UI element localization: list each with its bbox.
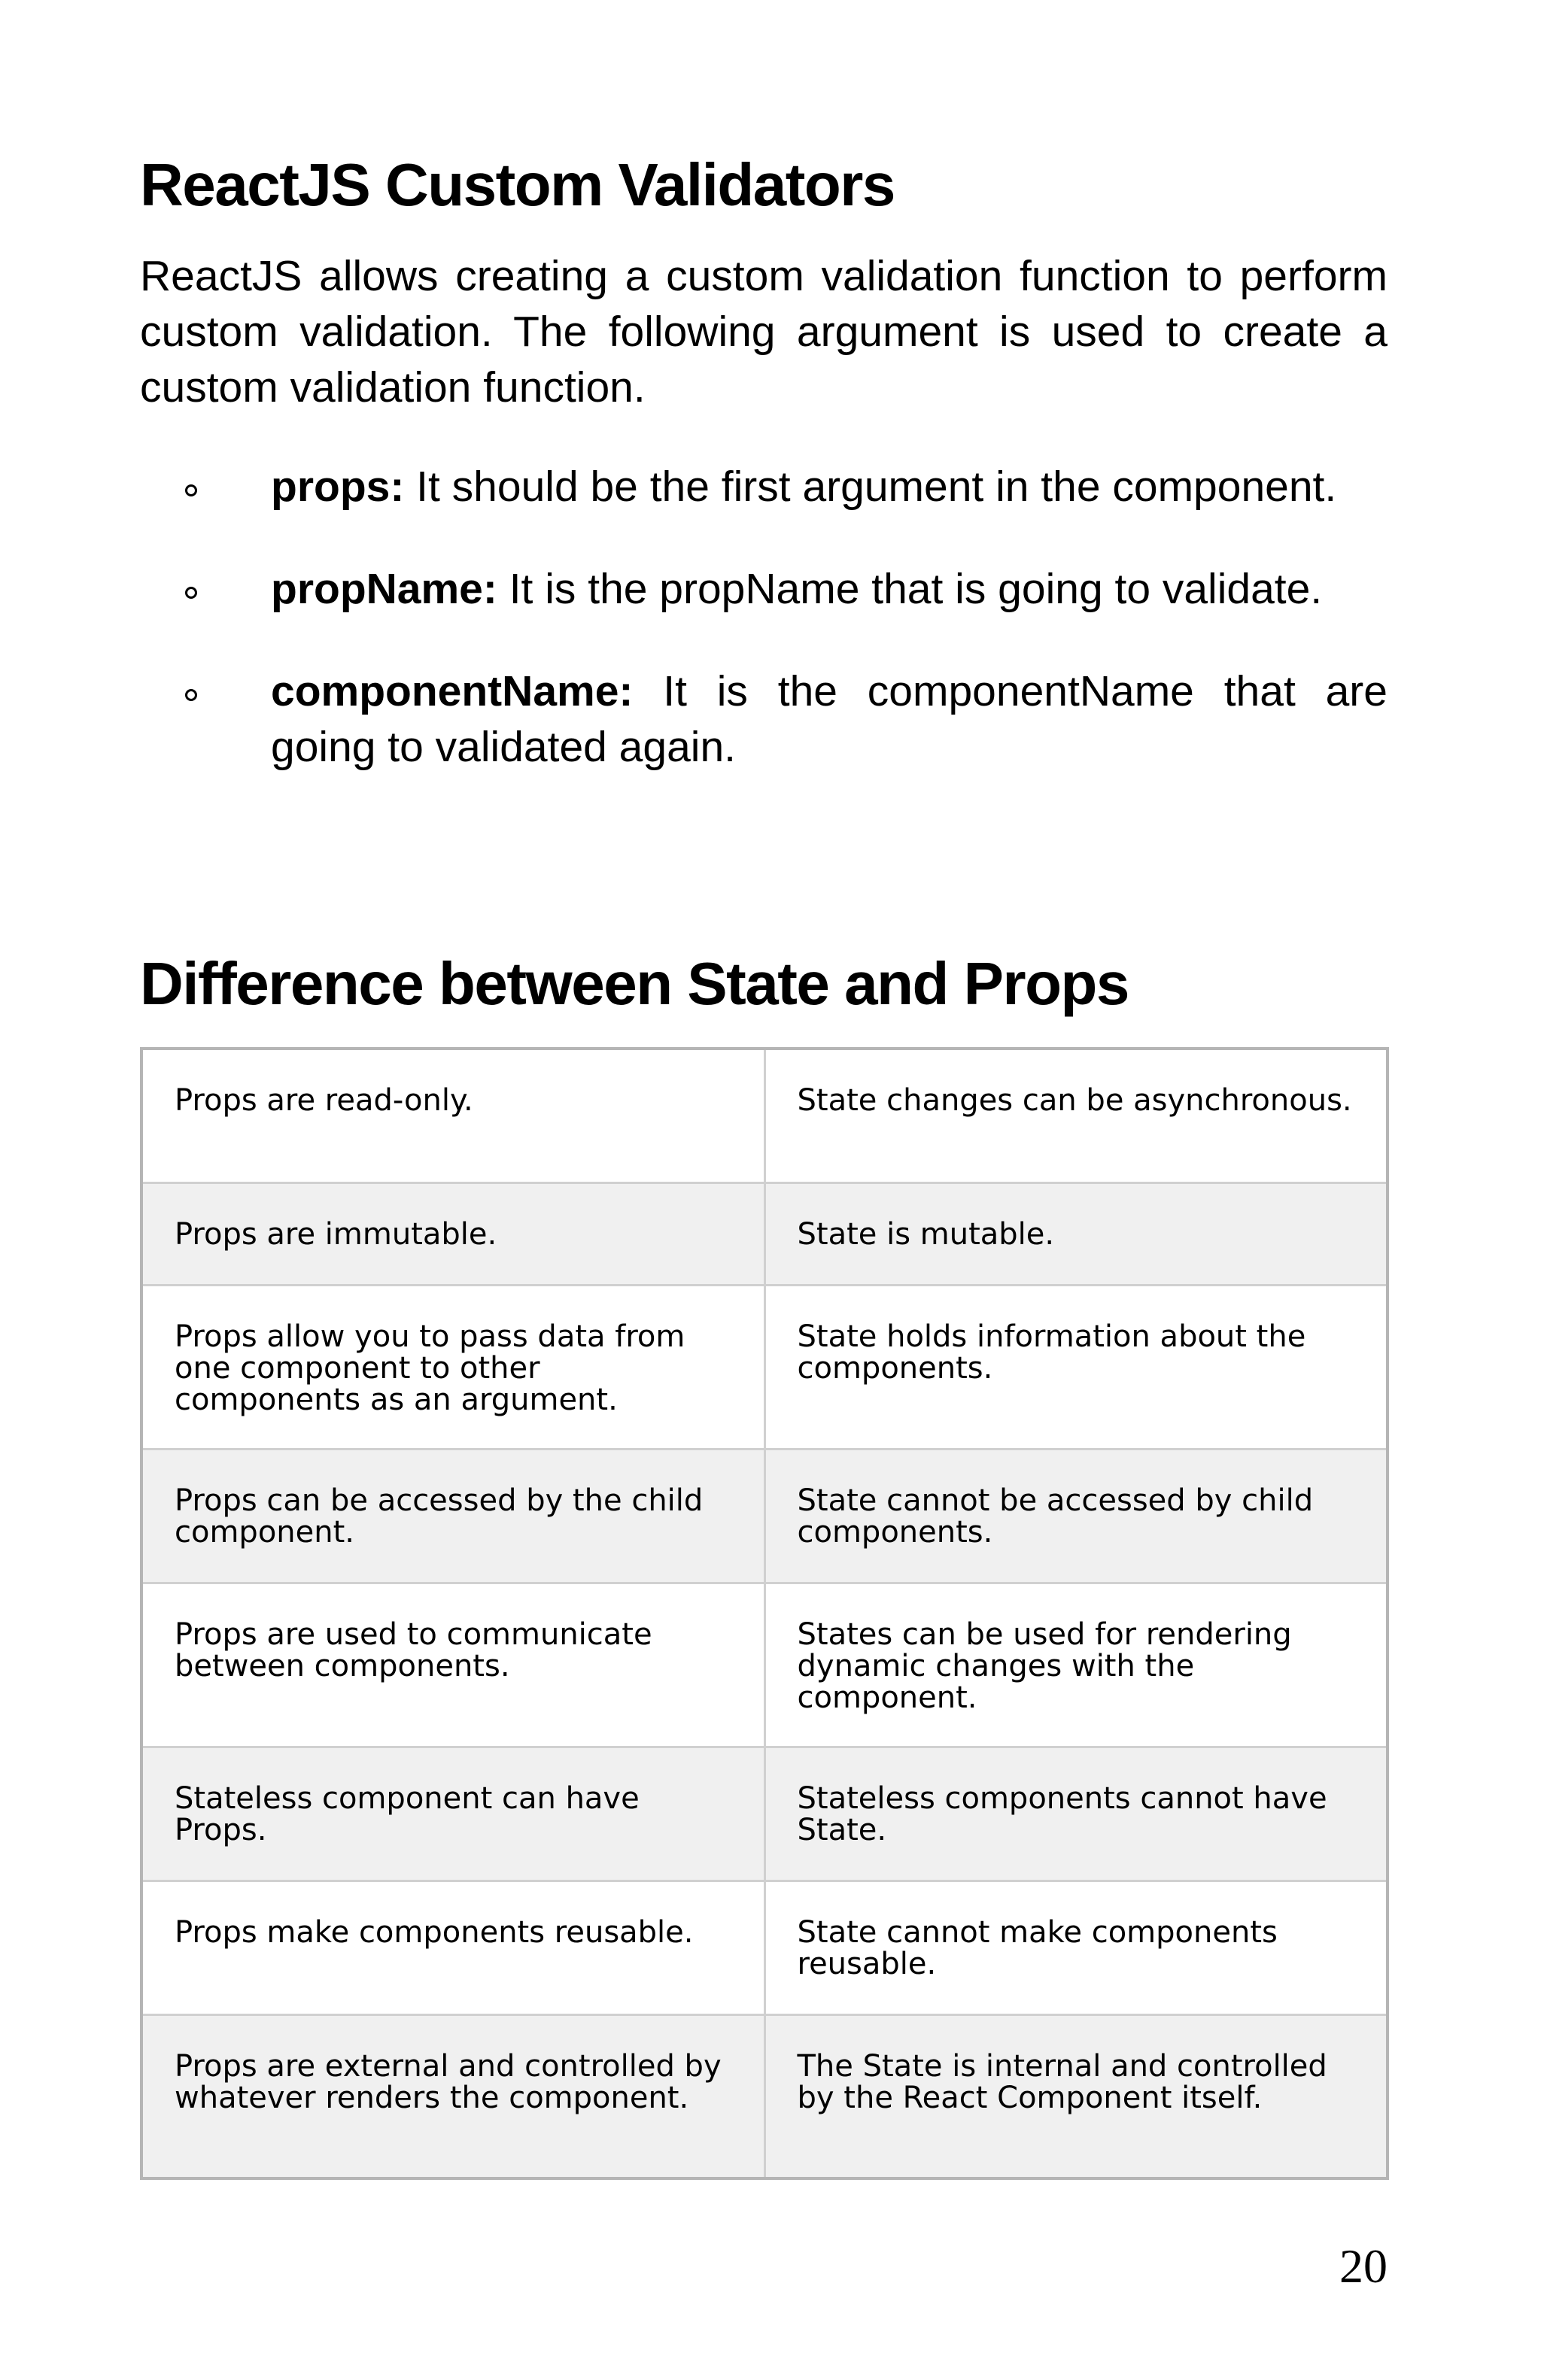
props-cell: Props are used to communicate between components. — [141, 1583, 764, 1747]
props-cell: Props are immutable. — [141, 1182, 764, 1285]
table-row — [141, 2014, 1388, 2178]
list-item — [140, 459, 1388, 515]
state-cell: State cannot make components reusable. — [764, 1881, 1388, 2014]
list-item-text — [271, 561, 1388, 617]
state-cell: The State is internal and controlled by the React Component itself. — [764, 2014, 1388, 2178]
table-row — [141, 1583, 1388, 1747]
table-row — [141, 1747, 1388, 1881]
state-cell: State cannot be accessed by child components. — [764, 1449, 1388, 1583]
list-item-term: props: — [271, 463, 405, 511]
bullet-icon — [185, 484, 197, 496]
bullet-icon — [185, 587, 197, 599]
bullet-icon — [185, 689, 197, 701]
list-item-description: It is the propName that is going to validate. — [509, 565, 1323, 613]
props-cell: Props are read-only. — [141, 1049, 764, 1182]
list-item-text — [271, 459, 1388, 515]
props-cell: Props make components reusable. — [141, 1881, 764, 2014]
list-item-description: It is the componentName that are going to validated again. — [271, 667, 1388, 771]
table-row — [141, 1285, 1388, 1449]
section-heading-state-vs-props: Difference between State and Props — [140, 950, 1129, 1017]
list-item — [140, 561, 1388, 617]
list-item — [140, 663, 1388, 775]
state-cell: State holds information about the components. — [764, 1285, 1388, 1449]
list-item-text — [271, 663, 1388, 775]
state-cell: State is mutable. — [764, 1182, 1388, 1285]
props-cell: Props are external and controlled by whatever renders the component. — [141, 2014, 764, 2178]
table-row — [141, 1449, 1388, 1583]
section-heading-custom-validators: ReactJS Custom Validators — [140, 151, 895, 218]
table-row — [141, 1881, 1388, 2014]
props-cell: Props can be accessed by the child component. — [141, 1449, 764, 1583]
props-cell: Props allow you to pass data from one component to other components as an argument. — [141, 1285, 764, 1449]
state-cell: Stateless components cannot have State. — [764, 1747, 1388, 1881]
intro-paragraph: ReactJS allows creating a custom validation function to perform custom validation. The following argument is used to create a custom validation function. — [140, 252, 1388, 411]
list-item-description: It should be the first argument in the component. — [416, 463, 1337, 511]
argument-list — [140, 459, 1388, 821]
state-cell: State changes can be asynchronous. — [764, 1049, 1388, 1182]
list-item-term: componentName: — [271, 667, 634, 715]
table-row — [141, 1182, 1388, 1285]
page-number: 20 — [1339, 2239, 1388, 2293]
list-item-term: propName: — [271, 565, 497, 613]
comparison-table — [140, 1047, 1389, 2180]
state-cell: States can be used for rendering dynamic changes with the component. — [764, 1583, 1388, 1747]
table-row — [141, 1049, 1388, 1182]
props-cell: Stateless component can have Props. — [141, 1747, 764, 1881]
